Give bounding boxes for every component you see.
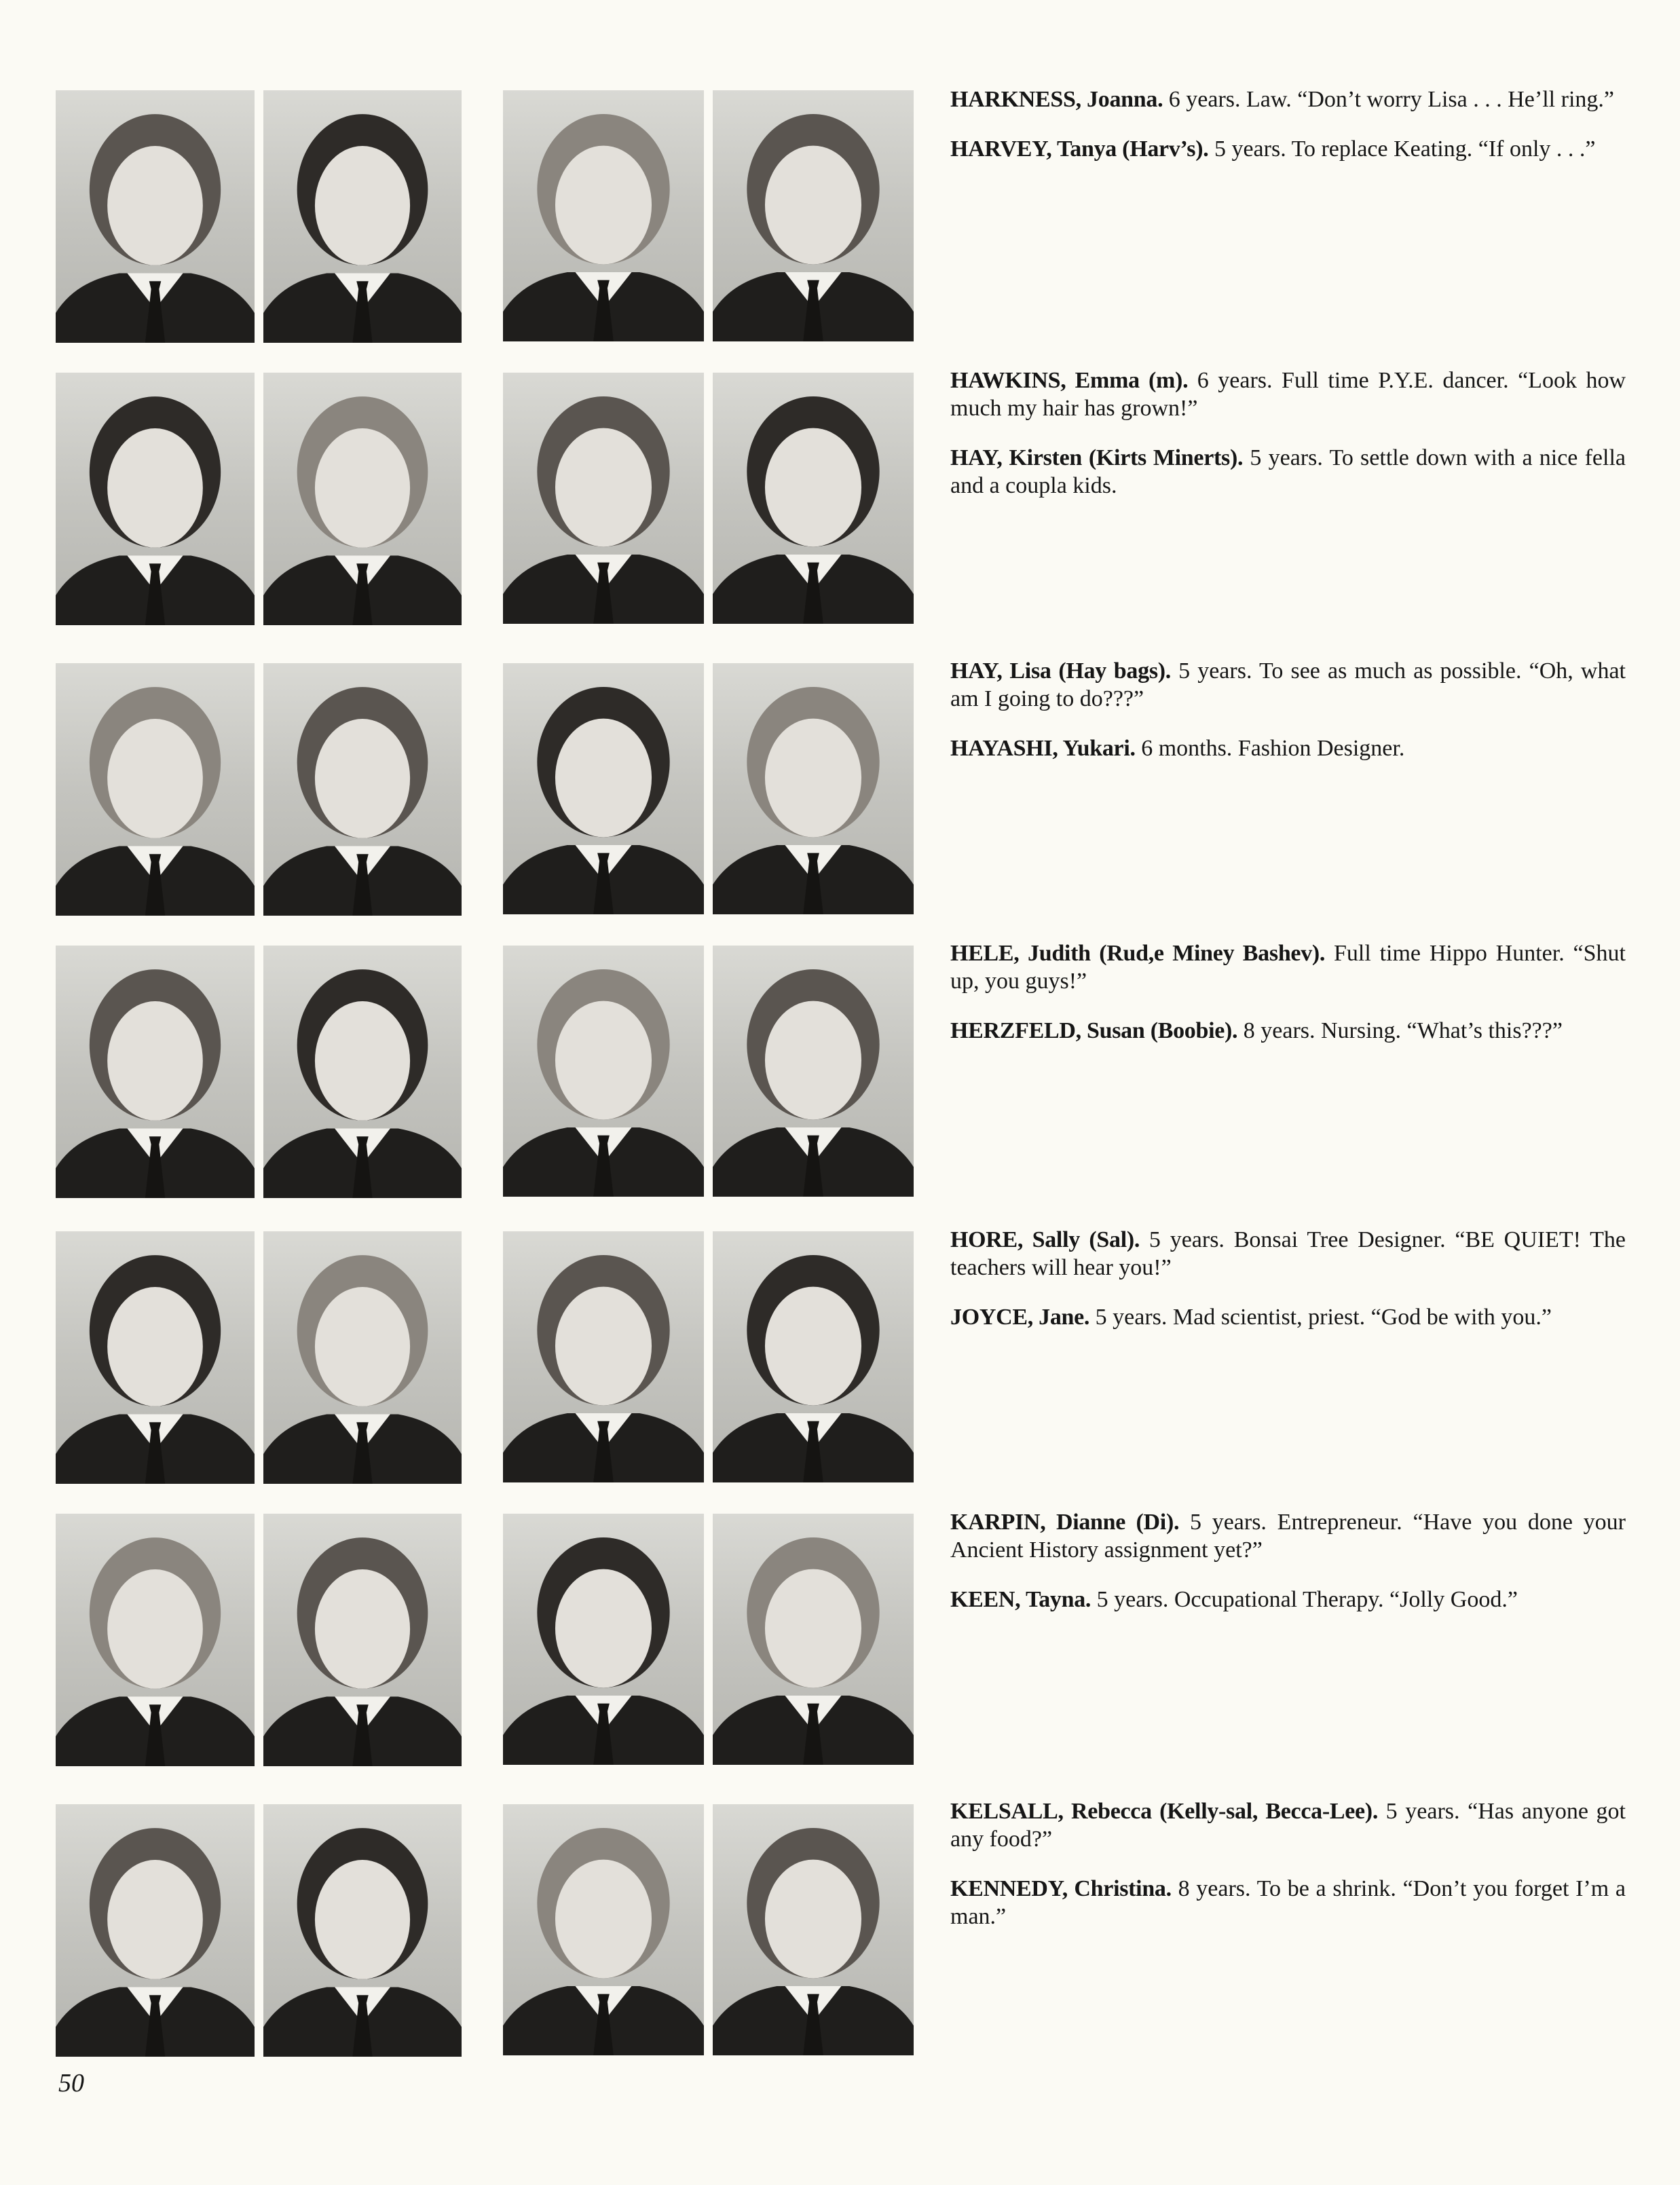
face-shape <box>555 146 652 265</box>
portrait-silhouette <box>263 373 462 625</box>
student-portrait <box>263 663 462 916</box>
face-shape <box>765 1001 861 1120</box>
face-shape <box>555 1001 652 1120</box>
portrait-silhouette <box>503 1804 704 2055</box>
student-details: 6 years. Law. “Don’t worry Lisa . . . He’ll ring.” <box>1168 87 1614 112</box>
student-details: 5 years. Entrepreneur. “Have you done your Ancient History assignment yet?” <box>950 1510 1626 1563</box>
face-shape <box>107 1001 203 1121</box>
student-entries <box>950 1226 1626 1353</box>
face-shape <box>765 1287 861 1406</box>
student-portrait <box>503 1514 704 1765</box>
student-entry <box>950 657 1626 713</box>
student-portrait <box>503 90 704 341</box>
portrait-silhouette <box>56 373 255 625</box>
face-shape <box>555 1287 652 1406</box>
portrait-silhouette <box>713 663 914 914</box>
portrait-silhouette <box>56 663 255 916</box>
student-name: HELE, Judith (Rud,e Miney Bashev). <box>950 941 1326 966</box>
student-portrait <box>503 1231 704 1482</box>
portrait-silhouette <box>503 90 704 341</box>
student-portrait <box>713 90 914 341</box>
student-entry <box>950 367 1626 422</box>
face-shape <box>107 1860 203 1979</box>
student-entry <box>950 1586 1626 1613</box>
portrait-silhouette <box>713 90 914 341</box>
student-name: HORE, Sally (Sal). <box>950 1227 1140 1252</box>
student-details: 8 years. Nursing. “What’s this???” <box>1243 1018 1563 1043</box>
student-details: 6 years. Full time P.Y.E. dancer. “Look how much my hair has grown!” <box>950 368 1626 421</box>
student-portrait <box>503 1804 704 2055</box>
student-portrait <box>263 90 462 343</box>
face-shape <box>555 1860 652 1979</box>
student-portrait <box>713 663 914 914</box>
portrait-silhouette <box>56 946 255 1198</box>
face-shape <box>315 1569 410 1689</box>
portrait-silhouette <box>56 90 255 343</box>
student-portrait <box>713 1514 914 1765</box>
student-name: JOYCE, Jane. <box>950 1305 1090 1330</box>
student-entry <box>950 86 1626 113</box>
face-shape <box>107 1569 203 1689</box>
portrait-silhouette <box>56 1231 255 1484</box>
student-entry <box>950 1303 1626 1331</box>
portrait-silhouette <box>263 1514 462 1766</box>
student-portrait <box>56 663 255 916</box>
face-shape <box>315 1287 410 1406</box>
student-details: 6 months. Fashion Designer. <box>1141 736 1405 761</box>
face-shape <box>555 1569 652 1688</box>
face-shape <box>765 719 861 838</box>
student-portrait <box>263 1514 462 1766</box>
face-shape <box>315 1860 410 1979</box>
portrait-silhouette <box>263 1231 462 1484</box>
student-portrait <box>56 1514 255 1766</box>
student-entry <box>950 939 1626 995</box>
student-portrait <box>56 946 255 1198</box>
student-details: 5 years. Bonsai Tree Designer. “BE QUIET! The teachers will hear you!” <box>950 1227 1626 1280</box>
portrait-silhouette <box>503 946 704 1197</box>
student-portrait <box>263 1804 462 2057</box>
portrait-silhouette <box>56 1804 255 2057</box>
student-name: HAY, Lisa (Hay bags). <box>950 658 1171 684</box>
portrait-silhouette <box>503 663 704 914</box>
student-entry <box>950 1875 1626 1930</box>
student-portrait <box>56 1804 255 2057</box>
student-entries <box>950 86 1626 185</box>
student-name: KARPIN, Dianne (Di). <box>950 1510 1180 1535</box>
student-details: Full time Hippo Hunter. “Shut up, you guys!” <box>950 941 1626 994</box>
student-entry <box>950 1508 1626 1564</box>
face-shape <box>555 719 652 838</box>
student-entry <box>950 734 1626 762</box>
student-entries <box>950 367 1626 521</box>
student-portrait <box>713 1231 914 1482</box>
student-portrait <box>263 1231 462 1484</box>
face-shape <box>765 1860 861 1979</box>
student-details: 8 years. To be a shrink. “Don’t you forget I’m a man.” <box>950 1876 1626 1929</box>
face-shape <box>107 1287 203 1406</box>
face-shape <box>315 719 410 838</box>
student-portrait <box>263 373 462 625</box>
face-shape <box>107 146 203 265</box>
portrait-silhouette <box>56 1514 255 1766</box>
student-name: HAYASHI, Yukari. <box>950 736 1136 761</box>
face-shape <box>107 428 203 548</box>
portrait-silhouette <box>263 90 462 343</box>
student-entries <box>950 939 1626 1066</box>
portrait-silhouette <box>713 373 914 624</box>
student-name: HAWKINS, Emma (m). <box>950 368 1189 393</box>
portrait-silhouette <box>713 1231 914 1482</box>
student-portrait <box>56 1231 255 1484</box>
portrait-silhouette <box>503 1231 704 1482</box>
portrait-silhouette <box>263 1804 462 2057</box>
student-name: KEEN, Tayna. <box>950 1587 1091 1612</box>
student-name: HARKNESS, Joanna. <box>950 87 1163 112</box>
face-shape <box>555 428 652 547</box>
face-shape <box>315 146 410 265</box>
face-shape <box>765 428 861 547</box>
student-portrait <box>56 373 255 625</box>
face-shape <box>765 146 861 265</box>
student-details: 5 years. Occupational Therapy. “Jolly Good.” <box>1096 1587 1518 1612</box>
student-details: 5 years. To replace Keating. “If only . . .” <box>1214 136 1596 162</box>
portrait-silhouette <box>713 946 914 1197</box>
student-entry <box>950 1017 1626 1045</box>
face-shape <box>315 428 410 548</box>
face-shape <box>765 1569 861 1688</box>
face-shape <box>315 1001 410 1121</box>
portrait-silhouette <box>713 1514 914 1765</box>
student-details: 5 years. Mad scientist, priest. “God be with you.” <box>1095 1305 1552 1330</box>
student-portrait <box>263 946 462 1198</box>
student-portrait <box>56 90 255 343</box>
student-details: 5 years. To settle down with a nice fella and a coupla kids. <box>950 445 1626 498</box>
student-entry <box>950 444 1626 500</box>
portrait-silhouette <box>263 663 462 916</box>
student-name: HAY, Kirsten (Kirts Minerts). <box>950 445 1244 470</box>
student-name: HERZFELD, Susan (Boobie). <box>950 1018 1238 1043</box>
student-portrait <box>503 373 704 624</box>
student-entry <box>950 135 1626 163</box>
student-details: 5 years. “Has anyone got any food?” <box>950 1799 1626 1852</box>
student-entries <box>950 657 1626 784</box>
student-portrait <box>713 1804 914 2055</box>
student-name: HARVEY, Tanya (Harv’s). <box>950 136 1209 162</box>
student-portrait <box>713 946 914 1197</box>
student-name: KENNEDY, Christina. <box>950 1876 1172 1901</box>
portrait-silhouette <box>713 1804 914 2055</box>
portrait-silhouette <box>263 946 462 1198</box>
student-entries <box>950 1797 1626 1952</box>
student-name: KELSALL, Rebecca (Kelly-sal, Becca-Lee). <box>950 1799 1379 1824</box>
face-shape <box>107 719 203 838</box>
student-details: 5 years. To see as much as possible. “Oh, what am I going to do???” <box>950 658 1626 711</box>
student-portrait <box>503 946 704 1197</box>
student-portrait <box>503 663 704 914</box>
student-portrait <box>713 373 914 624</box>
student-entries <box>950 1508 1626 1635</box>
student-entry <box>950 1797 1626 1853</box>
page-number: 50 <box>58 2069 84 2097</box>
student-entry <box>950 1226 1626 1282</box>
portrait-silhouette <box>503 373 704 624</box>
portrait-silhouette <box>503 1514 704 1765</box>
